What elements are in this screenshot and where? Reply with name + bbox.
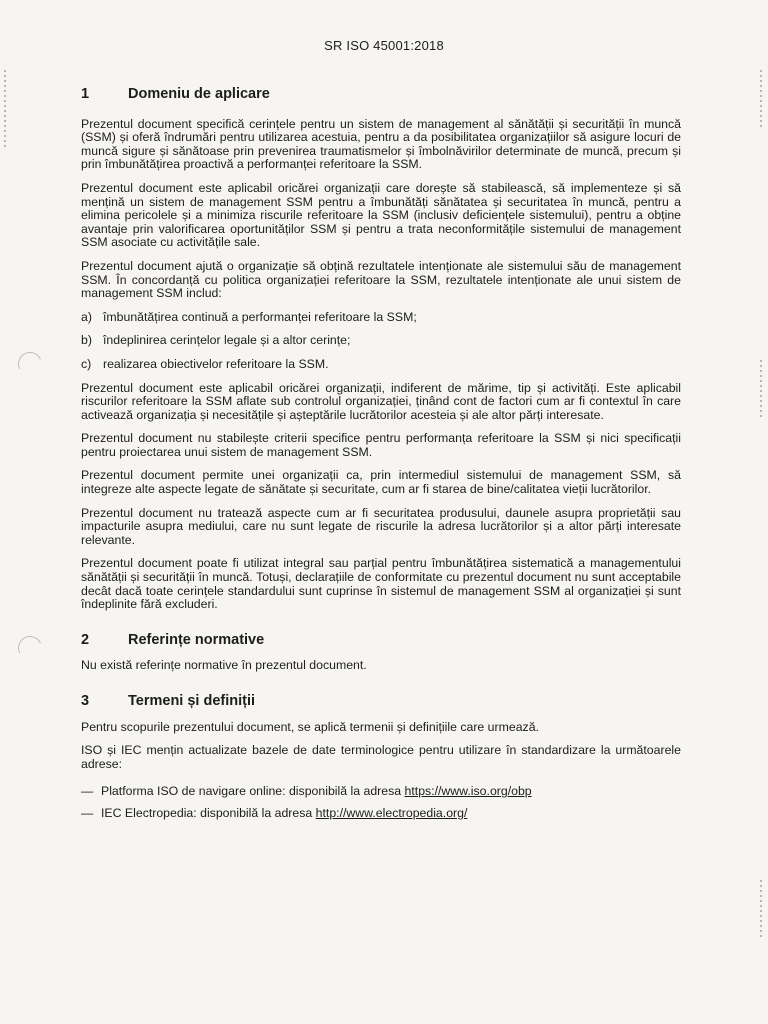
link-label: Platforma ISO de navigare online: disponibilă la adresa [101, 784, 405, 799]
paragraph: Nu există referințe normative în prezentul document. [81, 658, 367, 673]
list-item [81, 358, 681, 372]
link-label: IEC Electropedia: disponibilă la adresa [101, 805, 316, 820]
paragraph: ISO și IEC mențin actualizate bazele de date terminologice pentru utilizare în standardizare la următoarele adrese: [81, 743, 681, 771]
section-3-heading [81, 695, 681, 709]
punch-hole-mark [15, 633, 46, 664]
dash-marker: — [81, 805, 94, 820]
list-item-text: realizarea obiectivelor referitoare la SSM. [103, 356, 329, 371]
paragraph: Prezentul document specifică cerințele pentru un sistem de management al sănătății și securității în muncă (SSM) și oferă îndrumări pentru utilizarea acestuia, pentru a da posibilitatea organizațiilor să asigure locuri de muncă sigure și sănătoase prin prevenirea traumatismelor și îmbolnăvirilor determinate de muncă, precum și prin îmbunătățirea proactivă a performanței referitoare la SSM. [81, 116, 681, 172]
scan-edge-mark [760, 360, 762, 420]
list-item-text: îmbunătățirea continuă a performanței referitoare la SSM; [103, 309, 417, 324]
list-item [81, 334, 681, 348]
section-title: Referințe normative [128, 631, 265, 648]
section-2-heading [81, 631, 681, 648]
list-item-text [101, 807, 467, 821]
section-number: 1 [81, 86, 90, 102]
list-item [81, 785, 681, 799]
iso-obp-link[interactable]: https://www.iso.org/obp [404, 784, 532, 799]
list-marker: c) [81, 356, 92, 371]
dash-marker: — [81, 784, 94, 799]
scan-edge-mark [760, 880, 762, 940]
section-title: Domeniu de aplicare [128, 86, 270, 102]
scan-edge-mark [760, 70, 762, 130]
list-marker: a) [81, 309, 92, 324]
list-item-text [101, 785, 532, 799]
list-item [81, 807, 681, 821]
list-item [81, 311, 681, 325]
list-marker: b) [81, 333, 92, 348]
paragraph: Prezentul document permite unei organizații ca, prin intermediul sistemului de management SSM, să integreze alte aspecte legate de sănătate și securitate, cum ar fi starea de bine/calitatea vieții lucrătorilor. [81, 468, 681, 497]
punch-hole-mark [15, 349, 46, 380]
scan-edge-mark [4, 70, 6, 150]
standard-reference: SR ISO 45001:2018 [324, 38, 444, 53]
paragraph: Prezentul document nu stabilește criterii specifice pentru performanța referitoare la SSM și nici specificații pentru proiectarea unui sistem de management SSM. [81, 431, 681, 459]
document-body [81, 88, 681, 829]
electropedia-link[interactable]: http://www.electropedia.org/ [315, 805, 468, 820]
paragraph: Prezentul document este aplicabil oricărei organizații, indiferent de mărime, tip și activități. Este aplicabil riscurilor referitoare la SSM aflate sub controlul organizației, ținând cont de factori cum ar fi contextul în care activează organizația și necesitățile și așteptările lucrătorilor acesteia și ale altor părți interesate. [81, 380, 681, 422]
list-item-text: îndeplinirea cerințelor legale și a altor cerințe; [103, 333, 351, 348]
paragraph: Prezentul document poate fi utilizat integral sau parțial pentru îmbunătățirea sistematică a managementului sănătății și securității în muncă. Totuși, declarațiile de conformitate cu prezentul document nu sunt acceptabile decât dacă toate cerințele standardului sunt cuprinse în sistemul de management SSM al organizației și sunt îndeplinite fără excluderi. [81, 556, 681, 612]
paragraph: Prezentul document este aplicabil oricărei organizații care dorește să stabilească, să implementeze și să mențină un sistem de management SSM pentru a îmbunătăți sănătatea și securitatea în muncă, pentru a elimina pericolele și a minimiza riscurile referitoare la SSM (inclusiv deficiențele sistemului), pentru a obține avantaje prin valorificarea oportunităților SSM și pentru a trata neconformitățile sistemului de management SSM asociate cu activitățile sale. [81, 180, 681, 250]
paragraph: Pentru scopurile prezentului document, se aplică termenii și definițiile care urmează. [81, 719, 539, 734]
section-number: 3 [81, 693, 90, 709]
paragraph: Prezentul document ajută o organizație să obțină rezultatele intenționate ale sistemului său de management SSM. În concordanță cu politica organizației referitoare la SSM, rezultatele intenționate ale unui sistem de management SSM includ: [81, 258, 681, 301]
section-title: Termeni și definiții [128, 693, 256, 709]
paragraph: Prezentul document nu tratează aspecte cum ar fi securitatea produsului, daunele asupra proprietății sau impacturile asupra mediului, care nu sunt legate de riscurile la adresa lucrătorilor și a altor părți interesate relevante. [81, 505, 681, 547]
section-1-heading [81, 88, 681, 102]
section-number: 2 [81, 631, 90, 648]
